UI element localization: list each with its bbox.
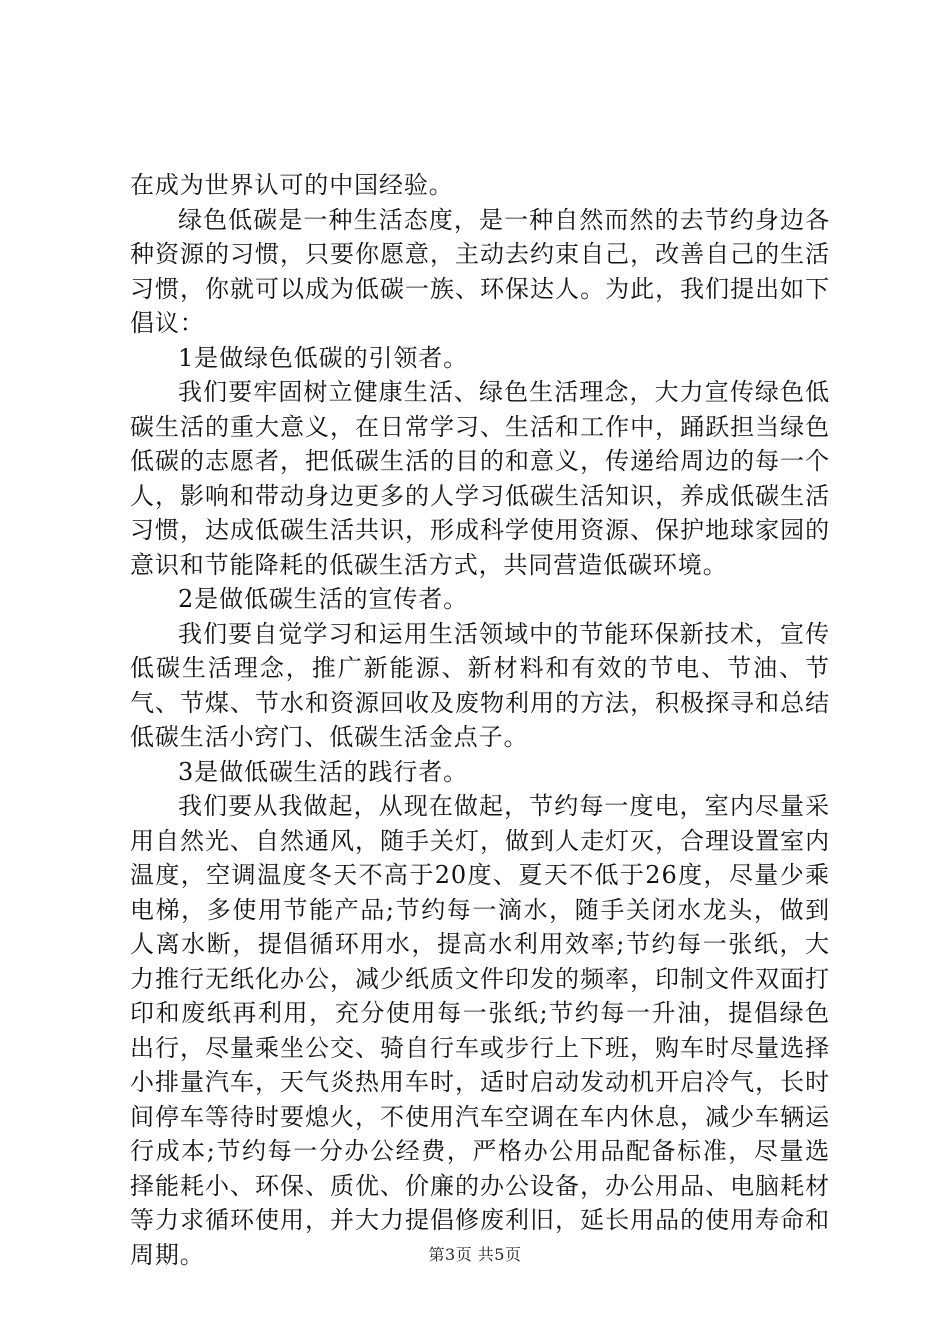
page-number-footer: 第3页 共5页 <box>428 1245 522 1264</box>
paragraph-item-3: 我们要从我做起，从现在做起，节约每一度电，室内尽量采用自然光、自然通风，随手关灯，做到人走灯灭，合理设置室内温度，空调温度冬天不高于20度、夏天不低于26度，尽量少乘电梯，多使用节能产品;节约每一滴水，随手关闭水龙头，做到人离水断，提倡循环用水，提高水利用效率;节约每一张纸，大力推行无纸化办公，减少纸质文件印发的频率，印制文件双面打印和废纸再利用，充分使用每一张纸;节约每一升油，提倡绿色出行，尽量乘坐公交、骑自行车或步行上下班，购车时尽量选择小排量汽车，天气炎热用车时，适时启动发动机开启冷气，长时间停车等待时要熄火，不使用汽车空调在车内休息，减少车辆运行成本;节约每一分办公经费，严格办公用品配备标准，尽量选择能耗小、环保、质优、价廉的办公设备，办公用品、电脑耗材等力求循环使用，并大力提倡修废利旧，延长用品的使用寿命和周期。 <box>130 792 830 1269</box>
paragraph-continuation: 在成为世界认可的中国经验。 <box>130 171 454 199</box>
paragraph-intro: 绿色低碳是一种生活态度，是一种自然而然的去节约身边各种资源的习惯，只要你愿意，主动去约束自己，改善自己的生活习惯，你就可以成为低碳一族、环保达人。为此，我们提出如下倡议： <box>130 205 830 337</box>
document-body <box>130 168 830 1272</box>
heading-item-3: 3是做低碳生活的践行者。 <box>178 757 469 786</box>
paragraph-item-2: 我们要自觉学习和运用生活领域中的节能环保新技术，宣传低碳生活理念，推广新能源、新材料和有效的节电、节油、节气、节煤、节水和资源回收及废物利用的方法，积极探寻和总结低碳生活小窍门、低碳生活金点子。 <box>130 619 830 751</box>
heading-item-2: 2是做低碳生活的宣传者。 <box>178 585 469 613</box>
paragraph-item-1: 我们要牢固树立健康生活、绿色生活理念，大力宣传绿色低碳生活的重大意义，在日常学习、生活和工作中，踊跃担当绿色低碳的志愿者，把低碳生活的目的和意义，传递给周边的每一个人，影响和带动身边更多的人学习低碳生活知识，养成低碳生活习惯，达成低碳生活共识，形成科学使用资源、保护地球家园的意识和节能降耗的低碳生活方式，共同营造低碳环境。 <box>130 378 830 579</box>
heading-item-1: 1是做绿色低碳的引领者。 <box>178 343 469 372</box>
